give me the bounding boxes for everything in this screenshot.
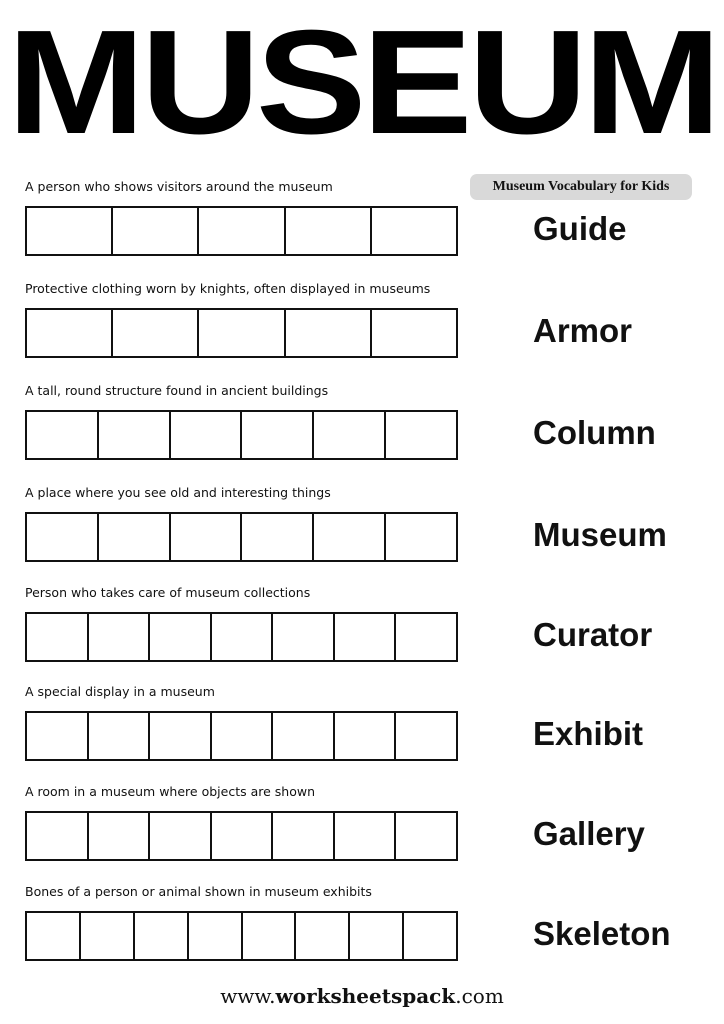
letter-box[interactable] (111, 208, 197, 254)
word-row (0, 585, 724, 675)
letter-boxes (25, 911, 458, 961)
vocab-word: Column (533, 414, 656, 451)
letter-box[interactable] (87, 614, 149, 660)
clue-text: Person who takes care of museum collections (25, 585, 311, 600)
clue-text: A room in a museum where objects are shown (25, 784, 315, 799)
letter-box[interactable] (27, 208, 111, 254)
letter-box[interactable] (27, 614, 87, 660)
letter-box[interactable] (27, 813, 87, 859)
letter-boxes (25, 206, 458, 256)
vocab-word: Guide (533, 210, 627, 247)
word-row (0, 485, 724, 575)
letter-box[interactable] (241, 913, 295, 959)
clue-text: A special display in a museum (25, 684, 215, 699)
letter-box[interactable] (284, 208, 370, 254)
letter-box[interactable] (294, 913, 348, 959)
letter-box[interactable] (384, 412, 456, 458)
letter-box[interactable] (240, 514, 312, 560)
letter-box[interactable] (312, 412, 384, 458)
letter-box[interactable] (284, 310, 370, 356)
letter-box[interactable] (169, 412, 241, 458)
letter-boxes (25, 410, 458, 460)
vocab-word: Gallery (533, 815, 645, 852)
letter-box[interactable] (384, 514, 456, 560)
letter-box[interactable] (148, 614, 210, 660)
letter-box[interactable] (370, 208, 456, 254)
vocab-word: Curator (533, 616, 653, 653)
clue-text: A place where you see old and interesting things (25, 485, 331, 500)
vocab-word: Museum (533, 516, 667, 553)
letter-box[interactable] (27, 514, 97, 560)
letter-box[interactable] (210, 713, 272, 759)
letter-box[interactable] (27, 913, 79, 959)
letter-box[interactable] (87, 813, 149, 859)
letter-boxes (25, 512, 458, 562)
letter-box[interactable] (197, 208, 283, 254)
word-row (0, 179, 724, 269)
letter-box[interactable] (240, 412, 312, 458)
letter-box[interactable] (87, 713, 149, 759)
vocab-word: Exhibit (533, 715, 644, 752)
worksheet-title: MUSEUM (7, 0, 717, 165)
letter-box[interactable] (148, 813, 210, 859)
letter-box[interactable] (27, 713, 87, 759)
website-footer (0, 984, 724, 1008)
letter-box[interactable] (27, 412, 97, 458)
letter-box[interactable] (97, 514, 169, 560)
letter-box[interactable] (402, 913, 456, 959)
letter-boxes (25, 308, 458, 358)
letter-box[interactable] (333, 713, 395, 759)
clue-text: Protective clothing worn by knights, often displayed in museums (25, 281, 431, 296)
footer-prefix: www. (220, 984, 276, 1008)
letter-box[interactable] (333, 614, 395, 660)
letter-box[interactable] (370, 310, 456, 356)
word-row (0, 383, 724, 473)
letter-box[interactable] (333, 813, 395, 859)
letter-box[interactable] (271, 614, 333, 660)
letter-boxes (25, 811, 458, 861)
letter-box[interactable] (97, 412, 169, 458)
letter-box[interactable] (148, 713, 210, 759)
word-row (0, 784, 724, 874)
letter-box[interactable] (271, 813, 333, 859)
subtitle-badge: Museum Vocabulary for Kids (470, 174, 692, 200)
clue-text: A tall, round structure found in ancient buildings (25, 383, 329, 398)
letter-boxes (25, 612, 458, 662)
letter-box[interactable] (169, 514, 241, 560)
letter-box[interactable] (27, 310, 111, 356)
letter-box[interactable] (79, 913, 133, 959)
letter-box[interactable] (394, 813, 456, 859)
word-row (0, 281, 724, 371)
vocab-word: Armor (533, 312, 633, 349)
letter-box[interactable] (111, 310, 197, 356)
letter-box[interactable] (133, 913, 187, 959)
letter-box[interactable] (394, 713, 456, 759)
letter-box[interactable] (271, 713, 333, 759)
word-row (0, 684, 724, 774)
vocab-word: Skeleton (533, 915, 671, 952)
footer-brand: worksheetspack (275, 984, 456, 1008)
letter-boxes (25, 711, 458, 761)
letter-box[interactable] (394, 614, 456, 660)
footer-suffix: .com (455, 984, 504, 1008)
word-row (0, 884, 724, 974)
clue-text: Bones of a person or animal shown in museum exhibits (25, 884, 372, 899)
clue-text: A person who shows visitors around the museum (25, 179, 333, 194)
letter-box[interactable] (210, 813, 272, 859)
letter-box[interactable] (312, 514, 384, 560)
letter-box[interactable] (187, 913, 241, 959)
letter-box[interactable] (197, 310, 283, 356)
letter-box[interactable] (348, 913, 402, 959)
letter-box[interactable] (210, 614, 272, 660)
